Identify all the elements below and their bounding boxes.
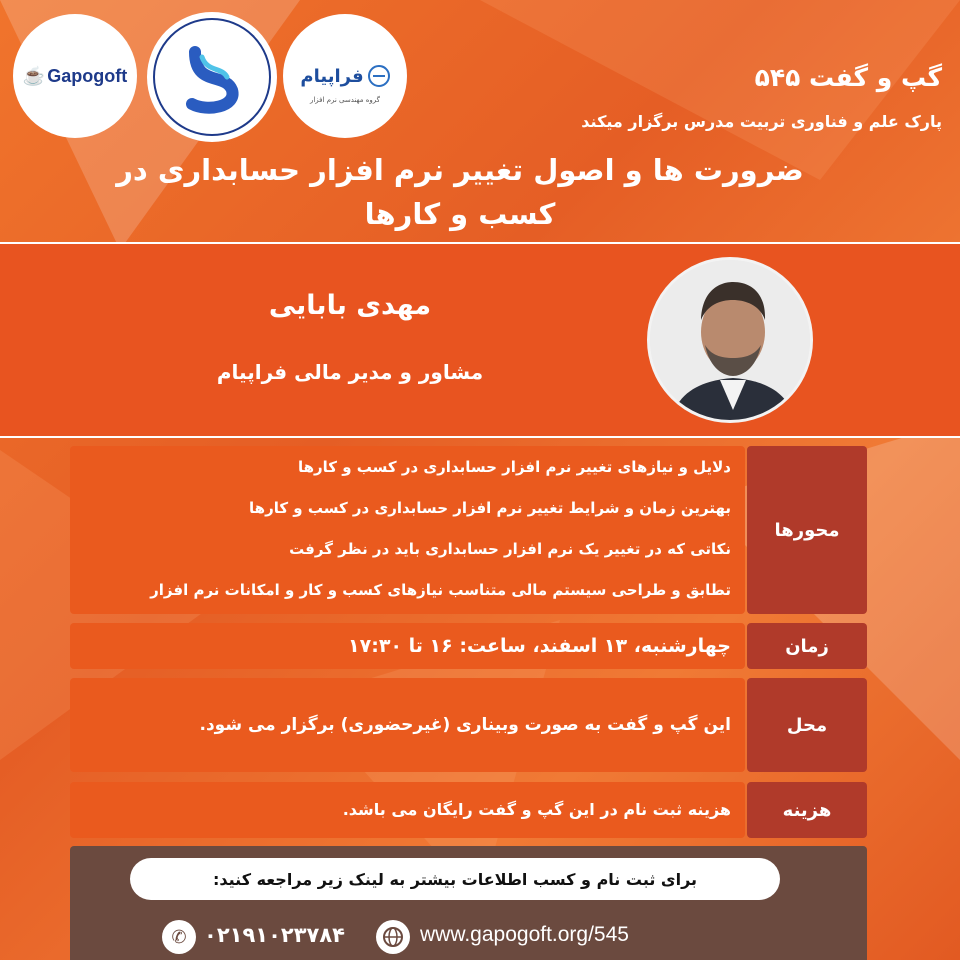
cup-icon: ☕ <box>22 65 46 86</box>
time-label: زمان <box>747 623 867 669</box>
topics-list <box>70 446 745 614</box>
speaker-role: مشاور و مدیر مالی فراپیام <box>216 360 484 384</box>
place-value: این گپ و گفت به صورت وبیناری (غیرحضوری) برگزار می شود. <box>70 678 745 772</box>
event-title-line1: ضرورت ها و اصول تغییر نرم افزار حسابداری در <box>116 153 804 187</box>
gapogoft-logo <box>13 14 137 138</box>
topic-item: دلایل و نیازهای تغییر نرم افزار حسابداری در کسب و کارها <box>297 458 731 476</box>
event-title-line2: کسب و کارها <box>364 197 556 231</box>
cost-row <box>70 782 867 838</box>
farapayam-logo <box>283 14 407 138</box>
time-row <box>70 623 867 669</box>
speaker-name: مهدی بابایی <box>268 290 432 321</box>
place-row <box>70 678 867 772</box>
farapayam-logo-text: فراپیام <box>300 65 364 87</box>
phone-icon: ✆ <box>162 920 196 954</box>
time-value: چهارشنبه، ۱۳ اسفند، ساعت: ۱۶ تا ۱۷:۳۰ <box>70 623 745 669</box>
topic-item: تطابق و طراحی سیستم مالی متناسب نیازهای کسب و کار و امکانات نرم افزار <box>150 581 731 599</box>
cost-value: هزینه ثبت نام در این گپ و گفت رایگان می باشد. <box>70 782 745 838</box>
topic-item: بهترین زمان و شرایط تغییر نرم افزار حسابداری در کسب و کارها <box>249 499 731 517</box>
topics-row <box>70 446 867 614</box>
speaker-photo <box>647 257 813 423</box>
series-title: گپ و گفت ۵۴۵ <box>754 63 942 92</box>
park-logo-mark <box>147 12 277 142</box>
globe-icon <box>376 920 410 954</box>
website-link[interactable]: www.gapogoft.org/545 <box>420 923 629 946</box>
globe-icon <box>368 65 390 87</box>
phone-number[interactable]: ۰۲۱۹۱۰۲۳۷۸۴ <box>204 923 345 947</box>
host-text: پارک علم و فناوری تربیت مدرس برگزار میکند <box>581 112 942 131</box>
cost-label: هزینه <box>747 782 867 838</box>
farapayam-logo-subtext: گروه مهندسی نرم افزار <box>309 96 380 104</box>
topics-label: محورها <box>747 446 867 614</box>
event-title <box>100 148 820 236</box>
register-banner: برای ثبت نام و کسب اطلاعات بیشتر به لینک زیر مراجعه کنید: <box>130 858 780 900</box>
place-label: محل <box>747 678 867 772</box>
speaker-section <box>0 244 960 436</box>
park-logo <box>147 12 277 142</box>
divider <box>0 436 960 438</box>
gapogoft-logo-text: Gapogoft <box>47 65 128 86</box>
topic-item: نکاتی که در تغییر یک نرم افزار حسابداری باید در نظر گرفت <box>289 540 731 558</box>
